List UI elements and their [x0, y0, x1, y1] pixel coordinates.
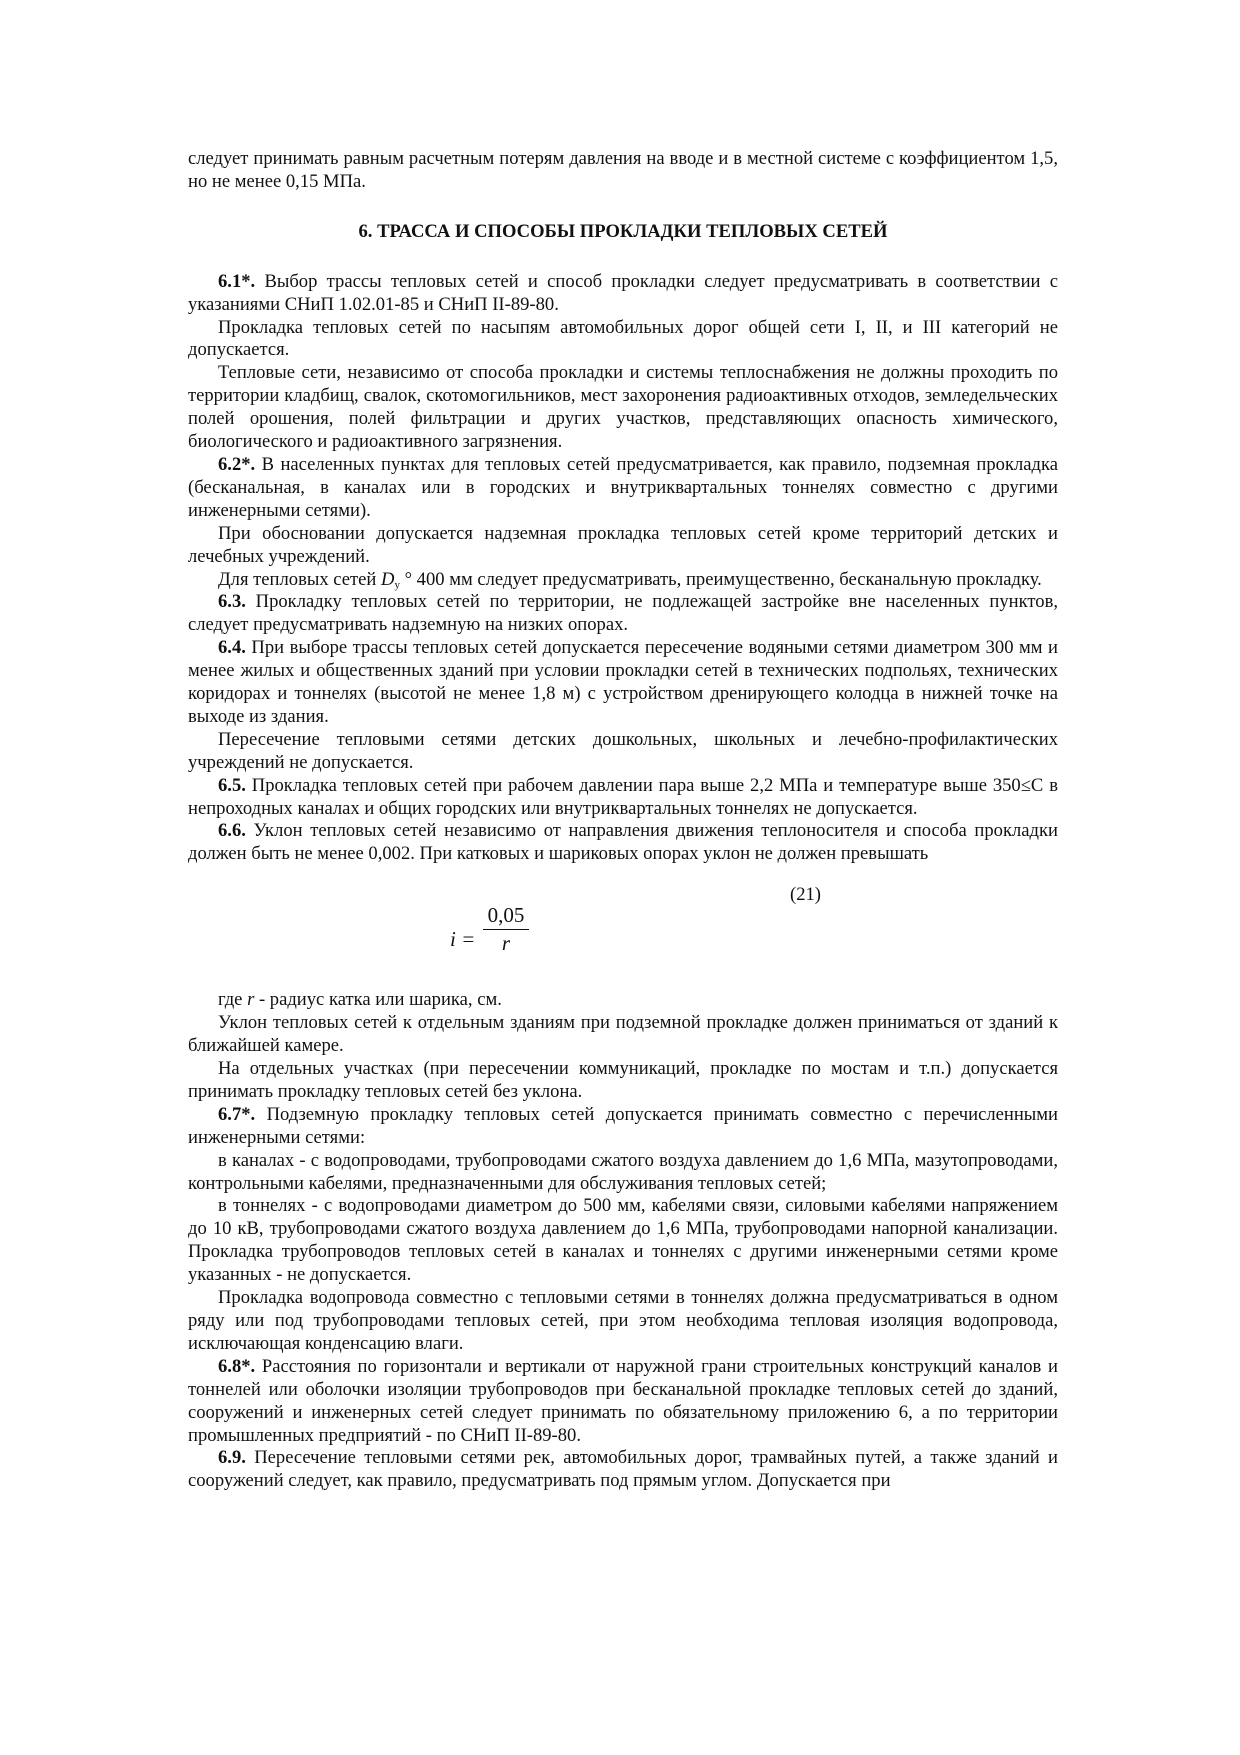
clause-text: Выбор трассы тепловых сетей и способ прокладки следует предусматривать в соответствии с указаниями СНиП 1.02.01-85 и СНиП II-89-80.	[188, 270, 1058, 315]
clause-number: 6.2*.	[218, 453, 256, 475]
formula-fraction	[483, 904, 529, 955]
text-run: - радиус катка или шарика, см.	[254, 989, 502, 1011]
clause-number: 6.4.	[218, 637, 246, 659]
symbol: D	[381, 568, 395, 590]
paragraph: Тепловые сети, независимо от способа прокладки и системы теплоснабжения не должны проходить по территории кладбищ, свалок, скотомогильников, мест захоронения радиоактивных отходов, земледельческих полей орошения, полей фильтрации и других участков, представляющих опасность химического, биологического и радиоактивного загрязнения.	[188, 362, 1058, 453]
text-run: Для тепловых сетей	[218, 568, 381, 590]
symbol: r	[247, 989, 255, 1011]
clause-text: Уклон тепловых сетей независимо от направления движения теплоносителя и способа прокладки должен быть не менее 0,002. При катковых и шариковых опорах уклон не должен превышать	[188, 820, 1058, 865]
clause-6-6	[188, 820, 1058, 866]
clause-6-9	[188, 1447, 1058, 1493]
clause-6-7	[188, 1104, 1058, 1150]
clause-6-8	[188, 1356, 1058, 1448]
paragraph: Уклон тепловых сетей к отдельным зданиям при подземной прокладке должен приниматься от зданий к ближайшей камере.	[188, 1012, 1058, 1057]
formula-lhs: i =	[450, 927, 476, 952]
clause-number: 6.6.	[218, 820, 246, 842]
formula-numerator: 0,05	[483, 904, 529, 930]
formula-block	[188, 866, 1058, 989]
clause-text: Пересечение тепловыми сетями рек, автомобильных дорог, трамвайных путей, а также зданий и сооружений следует, как правило, предусматривать под прямым углом. Допускается при	[188, 1447, 1058, 1492]
clause-number: 6.9.	[218, 1447, 246, 1469]
subscript: y	[394, 578, 400, 591]
clause-number: 6.3.	[218, 591, 246, 613]
paragraph-intro: следует принимать равным расчетным потерям давления на вводе и в местной системе с коэффициентом 1,5, но не менее 0,15 МПа.	[188, 148, 1058, 192]
clause-text: Подземную прокладку тепловых сетей допускается принимать совместно с перечисленными инженерными сетями:	[188, 1103, 1058, 1148]
clause-6-3	[188, 591, 1058, 637]
equation-number: (21)	[790, 884, 821, 906]
paragraph	[188, 989, 1058, 1012]
clause-text: Прокладку тепловых сетей по территории, не подлежащей застройке вне населенных пунктов, следует предусматривать надземную на низких опорах.	[188, 591, 1058, 636]
text-run: ° 400 мм следует предусматривать, преимущественно, бесканальную прокладку.	[399, 568, 1042, 590]
text-run: где	[218, 989, 248, 1011]
paragraph	[188, 569, 1058, 592]
paragraph: При обосновании допускается надземная прокладка тепловых сетей кроме территорий детских и лечебных учреждений.	[188, 522, 1058, 567]
clause-6-4	[188, 637, 1058, 729]
clause-6-2	[188, 454, 1058, 523]
clause-number: 6.8*.	[218, 1355, 256, 1377]
paragraph: Прокладка водопровода совместно с тепловыми сетями в тоннелях должна предусматриваться в одном ряду или под трубопроводами тепловых сетей, при этом необходима тепловая изоляция водопровода, исключающая конденсацию влаги.	[188, 1287, 1058, 1354]
paragraph: Прокладка тепловых сетей по насыпям автомобильных дорог общей сети I, II, и III категорий не допускается.	[188, 316, 1058, 361]
paragraph: в каналах - с водопроводами, трубопроводами сжатого воздуха давлением до 1,6 МПа, мазутопроводами, контрольными кабелями, предназначенными для обслуживания тепловых сетей;	[188, 1149, 1058, 1194]
clause-6-1	[188, 271, 1058, 317]
section-title: 6. ТРАССА И СПОСОБЫ ПРОКЛАДКИ ТЕПЛОВЫХ СЕТЕЙ	[358, 220, 888, 242]
clause-text: При выборе трассы тепловых сетей допускается пересечение водяными сетями диаметром 300 мм и менее жилых и общественных зданий при условии прокладки сетей в технических подпольях, технических коридорах и тоннелях (высотой не менее 1,8 м) с устройством дренирующего колодца в нижней точке на выходе из здания.	[188, 637, 1058, 727]
clause-text: Прокладка тепловых сетей при рабочем давлении пара выше 2,2 МПа и температуре выше 350≤C в непроходных каналах и общих городских или внутриквартальных тоннелях не допускается.	[188, 774, 1058, 819]
clause-number: 6.7*.	[218, 1103, 256, 1125]
paragraph: На отдельных участках (при пересечении коммуникаций, прокладке по мостам и т.п.) допускается принимать прокладку тепловых сетей без уклона.	[188, 1058, 1058, 1102]
clause-text: Расстояния по горизонтали и вертикали от наружной грани строительных конструкций каналов и тоннелей или оболочки изоляции трубопроводов при бесканальной прокладке тепловых сетей до зданий, сооружений и инженерных сетей следует принимать по обязательному приложению 6, а по территории промышленных предприятий - по СНиП II-89-80.	[188, 1355, 1058, 1446]
clause-6-5	[188, 775, 1058, 821]
clause-number: 6.5.	[218, 774, 246, 796]
document-page	[188, 148, 1058, 1493]
paragraph: в тоннелях - с водопроводами диаметром до 500 мм, кабелями связи, силовыми кабелями напряжением до 10 кВ, трубопроводами сжатого воздуха давлением до 1,6 МПа, трубопроводами напорной канализации. Прокладка трубопроводов тепловых сетей в каналах и тоннелях с другими инженерными сетями кроме указанных - не допускается.	[188, 1195, 1058, 1286]
formula-denominator: r	[501, 931, 511, 956]
clause-text: В населенных пунктах для тепловых сетей предусматривается, как правило, подземная прокладка (бесканальная, в каналах или в городских и внутриквартальных тоннелях совместно с другими инженерными сетями).	[188, 453, 1058, 521]
clause-number: 6.1*.	[218, 270, 256, 292]
paragraph: Пересечение тепловыми сетями детских дошкольных, школьных и лечебно-профилактических учреждений не допускается.	[188, 728, 1058, 773]
